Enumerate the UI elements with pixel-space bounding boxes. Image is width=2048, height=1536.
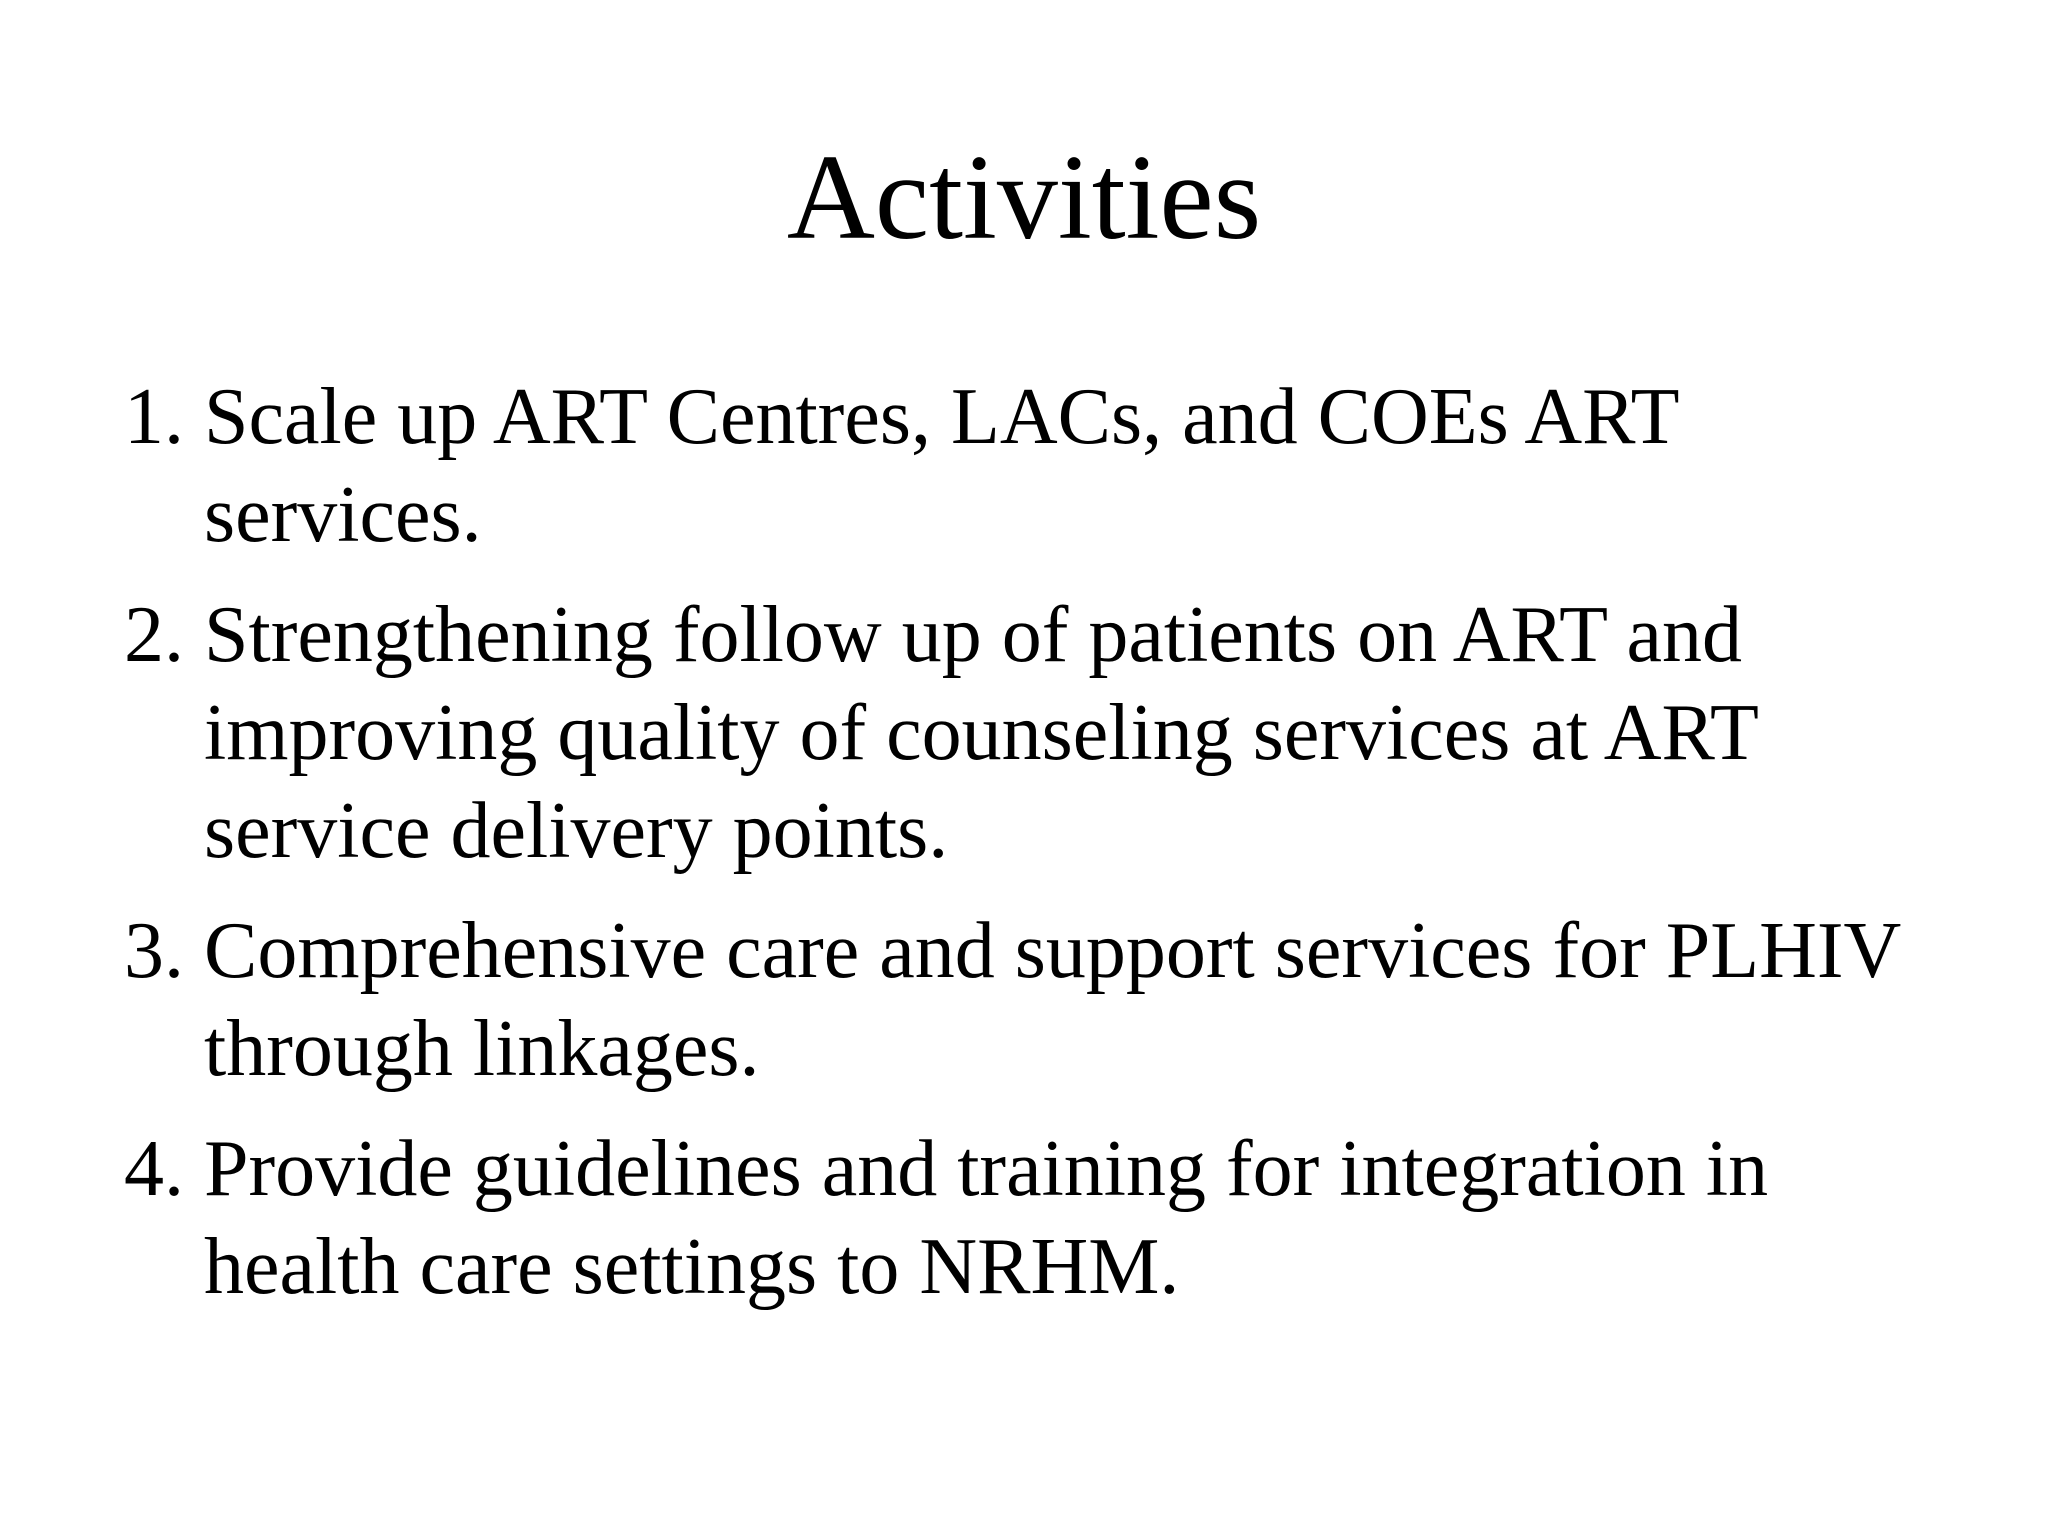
slide-title: Activities: [786, 130, 1262, 265]
item-number: 4.: [124, 1125, 184, 1213]
activity-list: [124, 368, 1944, 1338]
item-text: Scale up ART Centres, LACs, and COEs ART services.: [204, 373, 1679, 559]
list-item: [124, 586, 1944, 880]
item-text: Provide guidelines and training for integration in health care settings to NRHM.: [204, 1125, 1769, 1311]
item-number: 2.: [124, 591, 184, 679]
item-text: Comprehensive care and support services for PLHIV through linkages.: [204, 907, 1900, 1093]
item-number: 3.: [124, 907, 184, 995]
item-number: 1.: [124, 373, 184, 461]
list-item: [124, 368, 1944, 564]
item-text: Strengthening follow up of patients on ART and improving quality of counseling services at ART service delivery points.: [204, 591, 1758, 875]
list-item: [124, 1120, 1944, 1316]
list-item: [124, 902, 1944, 1098]
